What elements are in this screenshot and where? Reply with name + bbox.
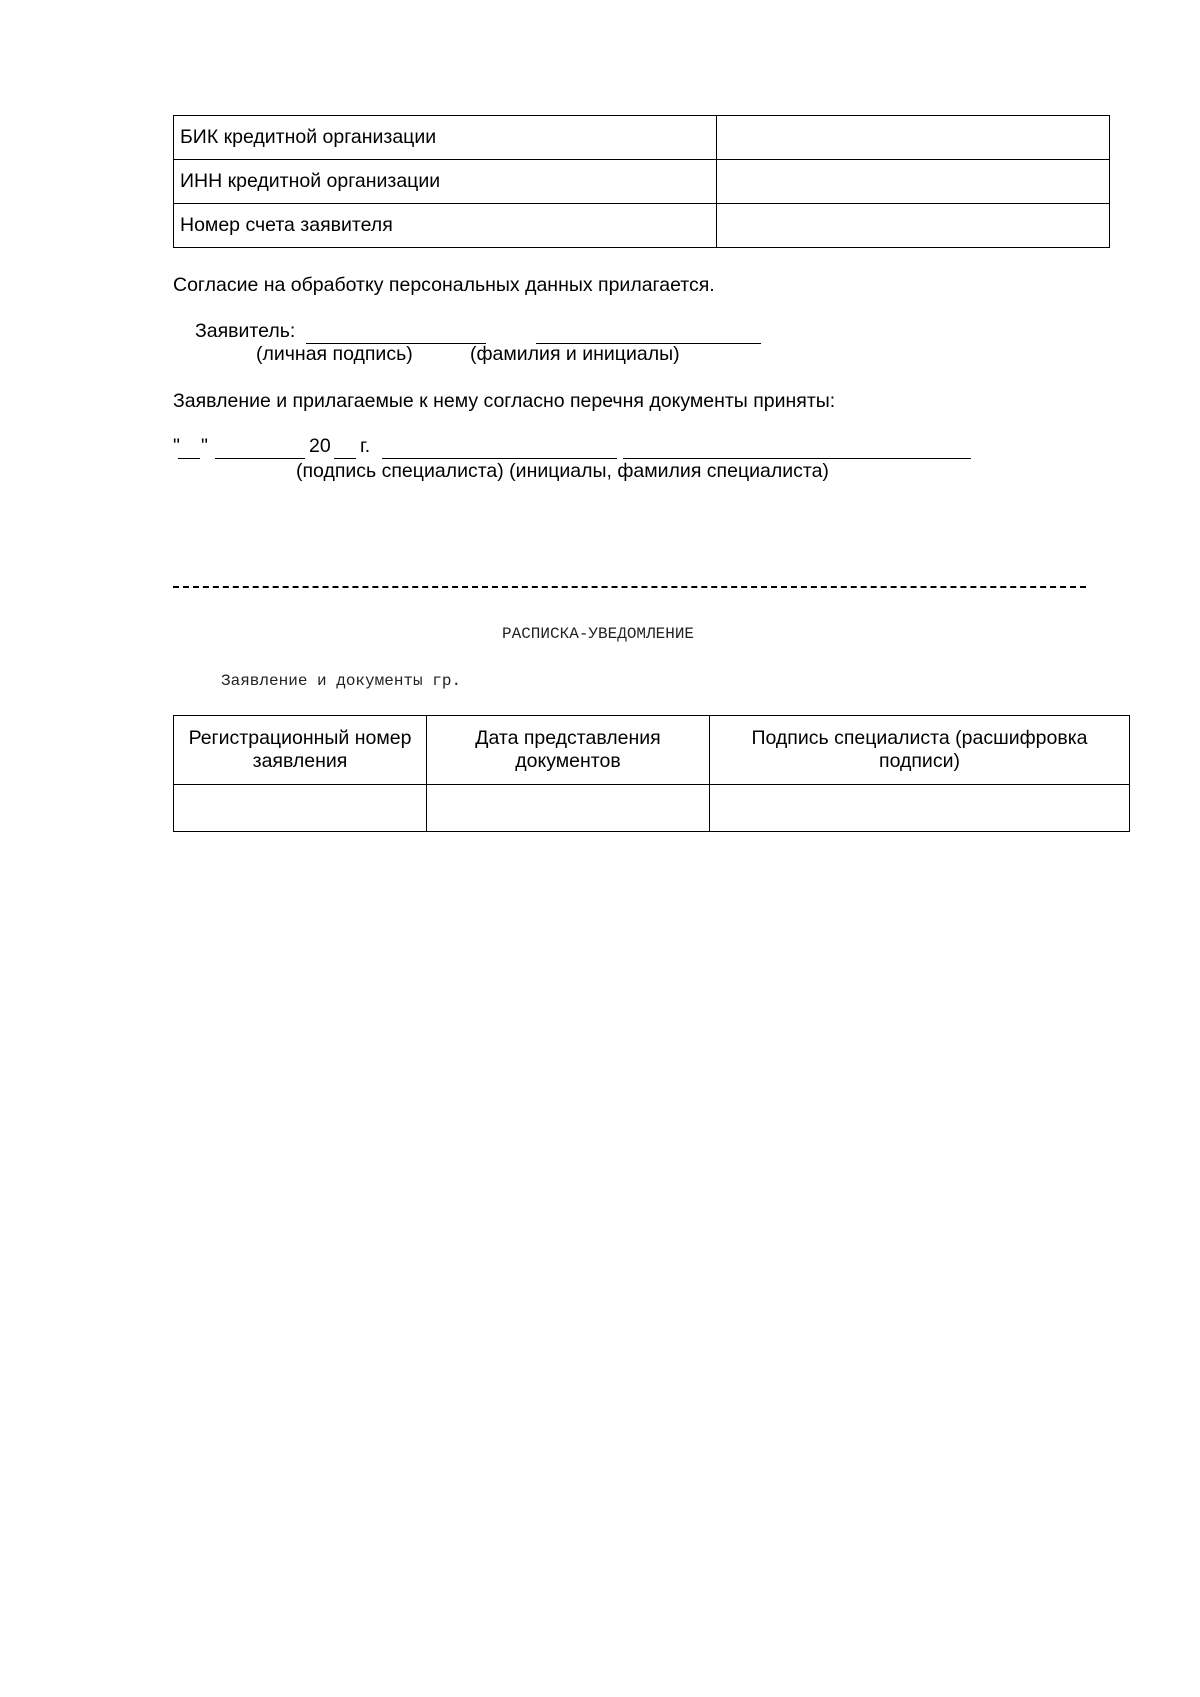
accepted-text: Заявление и прилагаемые к нему согласно перечня документы приняты: [173, 390, 836, 412]
signature-caption: (личная подпись) [256, 343, 413, 365]
account-label: Номер счета заявителя [174, 204, 717, 248]
month-line[interactable] [215, 458, 305, 459]
receipt-table [173, 715, 1130, 832]
receipt-title: РАСПИСКА-УВЕДОМЛЕНИЕ [502, 625, 695, 643]
specialist-caption: (подпись специалиста) (инициалы, фамилия специалиста) [296, 460, 829, 482]
table-row [174, 785, 1130, 832]
table-header-row [174, 716, 1130, 785]
name-caption: (фамилия и инициалы) [470, 343, 680, 365]
cut-line [173, 586, 1086, 588]
bank-details-table [173, 115, 1110, 248]
account-value[interactable] [717, 204, 1110, 248]
date-quote-left: " [173, 435, 180, 457]
applicant-label: Заявитель: [195, 320, 296, 342]
registration-number-cell[interactable] [174, 785, 427, 832]
year-suffix: г. [360, 435, 371, 457]
date-quote-right: " [201, 435, 208, 457]
table-row [174, 116, 1110, 160]
bik-value[interactable] [717, 116, 1110, 160]
receipt-docs-text: Заявление и документы гр. [221, 672, 462, 690]
specialist-signature-line[interactable] [382, 458, 617, 459]
inn-value[interactable] [717, 160, 1110, 204]
consent-text: Согласие на обработку персональных данных прилагается. [173, 274, 715, 296]
year-prefix: 20 [309, 435, 331, 457]
table-row [174, 160, 1110, 204]
day-line[interactable] [178, 458, 200, 459]
year-line[interactable] [334, 458, 356, 459]
header-registration-number: Регистрационный номер заявления [174, 716, 427, 785]
header-submission-date: Дата представления документов [427, 716, 710, 785]
bik-label: БИК кредитной организации [174, 116, 717, 160]
header-specialist-signature: Подпись специалиста (расшифровка подписи) [710, 716, 1130, 785]
table-row [174, 204, 1110, 248]
inn-label: ИНН кредитной организации [174, 160, 717, 204]
submission-date-cell[interactable] [427, 785, 710, 832]
specialist-name-line[interactable] [623, 458, 971, 459]
specialist-signature-cell[interactable] [710, 785, 1130, 832]
